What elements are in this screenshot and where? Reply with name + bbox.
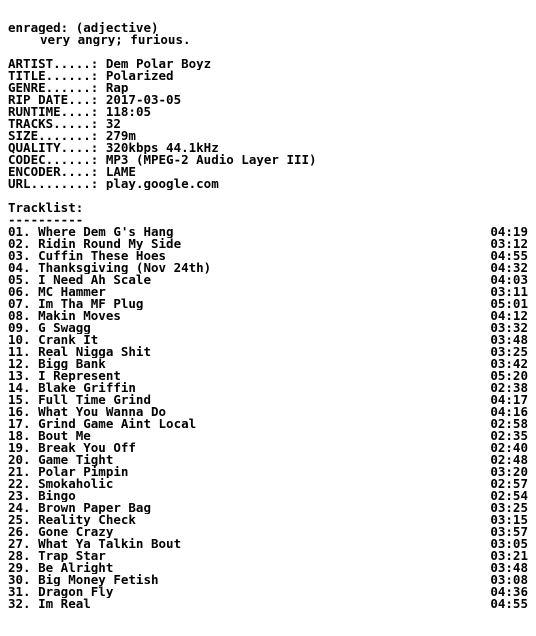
track-row (8, 562, 528, 574)
track-row (8, 334, 528, 346)
track-row (8, 550, 528, 562)
info-value: Dem Polar Boyz (105, 58, 212, 70)
track-title: 22. Smokaholic (8, 478, 114, 490)
track-duration: 04:32 (490, 262, 528, 274)
track-row (8, 574, 528, 586)
track-title: 27. What Ya Talkin Bout (8, 538, 182, 550)
track-duration: 04:19 (490, 226, 528, 238)
track-title: 26. Gone Crazy (8, 526, 114, 538)
tracklist-heading: Tracklist: (8, 202, 84, 214)
track-duration: 03:57 (490, 526, 528, 538)
track-row (8, 586, 528, 598)
info-value: 32 (105, 118, 121, 130)
track-row (8, 274, 528, 286)
track-row (8, 490, 528, 502)
info-value: 118:05 (105, 106, 151, 118)
track-duration: 03:48 (490, 562, 528, 574)
tracklist-rule: ---------- (8, 214, 84, 226)
track-title: 06. MC Hammer (8, 286, 106, 298)
track-title: 08. Makin Moves (8, 310, 121, 322)
track-title: 28. Trap Star (8, 550, 106, 562)
track-title: 03. Cuffin These Hoes (8, 250, 167, 262)
info-row (8, 82, 528, 94)
info-label: ENCODER....: (8, 166, 99, 178)
track-title: 17. Grind Game Aint Local (8, 418, 197, 430)
info-label: RUNTIME....: (8, 106, 99, 118)
track-row (8, 598, 528, 610)
track-duration: 03:25 (490, 346, 528, 358)
tracklist (8, 226, 528, 610)
spacer (8, 46, 528, 58)
info-row (8, 94, 528, 106)
track-row (8, 298, 528, 310)
info-label: RIP DATE...: (8, 94, 99, 106)
track-row (8, 382, 528, 394)
track-row (8, 262, 528, 274)
track-title: 14. Blake Griffin (8, 382, 136, 394)
track-title: 05. I Need Ah Scale (8, 274, 151, 286)
track-title: 10. Crank It (8, 334, 99, 346)
spacer (8, 190, 528, 202)
info-row (8, 166, 528, 178)
info-value: MP3 (MPEG-2 Audio Layer III) (105, 154, 317, 166)
track-duration: 03:21 (490, 550, 528, 562)
track-title: 02. Ridin Round My Side (8, 238, 182, 250)
definition-meaning: very angry; furious. (40, 34, 191, 46)
track-duration: 03:25 (490, 502, 528, 514)
track-row (8, 514, 528, 526)
track-duration: 05:20 (490, 370, 528, 382)
track-row (8, 226, 528, 238)
track-title: 25. Reality Check (8, 514, 136, 526)
track-row (8, 502, 528, 514)
track-duration: 02:54 (490, 490, 528, 502)
track-title: 16. What You Wanna Do (8, 406, 167, 418)
nfo-document (8, 22, 528, 610)
track-title: 11. Real Nigga Shit (8, 346, 151, 358)
track-title: 32. Im Real (8, 598, 91, 610)
info-value: 320kbps 44.1kHz (105, 142, 219, 154)
info-value: 279m (105, 130, 136, 142)
track-duration: 03:32 (490, 322, 528, 334)
info-value: Rap (105, 82, 129, 94)
track-duration: 03:15 (490, 514, 528, 526)
track-title: 30. Big Money Fetish (8, 574, 159, 586)
info-row (8, 70, 528, 82)
info-value: LAME (105, 166, 136, 178)
track-title: 20. Game Tight (8, 454, 114, 466)
track-title: 21. Polar Pimpin (8, 466, 129, 478)
track-duration: 03:05 (490, 538, 528, 550)
info-row (8, 118, 528, 130)
track-duration: 02:58 (490, 418, 528, 430)
track-duration: 03:20 (490, 466, 528, 478)
track-duration: 04:17 (490, 394, 528, 406)
track-row (8, 394, 528, 406)
track-duration: 03:11 (490, 286, 528, 298)
track-row (8, 430, 528, 442)
track-row (8, 454, 528, 466)
track-duration: 04:36 (490, 586, 528, 598)
info-label: TRACKS.....: (8, 118, 99, 130)
release-info (8, 58, 528, 190)
track-duration: 05:01 (490, 298, 528, 310)
track-title: 19. Break You Off (8, 442, 136, 454)
track-title: 18. Bout Me (8, 430, 91, 442)
track-title: 07. Im Tha MF Plug (8, 298, 144, 310)
track-row (8, 346, 528, 358)
track-title: 13. I Represent (8, 370, 121, 382)
track-row (8, 478, 528, 490)
track-duration: 04:03 (490, 274, 528, 286)
track-title: 15. Full Time Grind (8, 394, 151, 406)
info-label: QUALITY....: (8, 142, 99, 154)
track-title: 12. Bigg Bank (8, 358, 106, 370)
track-title: 01. Where Dem G's Hang (8, 226, 174, 238)
track-duration: 02:40 (490, 442, 528, 454)
track-row (8, 370, 528, 382)
track-duration: 04:16 (490, 406, 528, 418)
info-label: SIZE.......: (8, 130, 99, 142)
track-duration: 02:57 (490, 478, 528, 490)
definition-headword: enraged: (adjective) (8, 22, 159, 34)
track-duration: 03:42 (490, 358, 528, 370)
info-label: TITLE......: (8, 70, 99, 82)
track-row (8, 250, 528, 262)
track-duration: 02:48 (490, 454, 528, 466)
track-duration: 02:35 (490, 430, 528, 442)
info-row (8, 58, 528, 70)
track-duration: 03:12 (490, 238, 528, 250)
track-row (8, 238, 528, 250)
track-row (8, 406, 528, 418)
track-row (8, 418, 528, 430)
info-value: play.google.com (105, 178, 219, 190)
track-duration: 04:55 (490, 598, 528, 610)
track-duration: 02:38 (490, 382, 528, 394)
track-duration: 03:08 (490, 574, 528, 586)
track-duration: 04:12 (490, 310, 528, 322)
track-row (8, 286, 528, 298)
track-row (8, 358, 528, 370)
track-title: 23. Bingo (8, 490, 76, 502)
track-row (8, 310, 528, 322)
info-value: 2017-03-05 (105, 94, 182, 106)
info-value: Polarized (105, 70, 174, 82)
info-row (8, 130, 528, 142)
info-label: ARTIST.....: (8, 58, 99, 70)
track-title: 24. Brown Paper Bag (8, 502, 151, 514)
track-title: 04. Thanksgiving (Nov 24th) (8, 262, 212, 274)
info-label: CODEC......: (8, 154, 99, 166)
info-row (8, 142, 528, 154)
info-row (8, 178, 528, 190)
track-row (8, 442, 528, 454)
info-row (8, 154, 528, 166)
track-duration: 03:48 (490, 334, 528, 346)
track-row (8, 526, 528, 538)
info-label: URL........: (8, 178, 99, 190)
track-row (8, 466, 528, 478)
track-title: 29. Be Alright (8, 562, 114, 574)
info-label: GENRE......: (8, 82, 99, 94)
track-title: 09. G Swagg (8, 322, 91, 334)
track-duration: 04:55 (490, 250, 528, 262)
info-row (8, 106, 528, 118)
track-row (8, 538, 528, 550)
track-row (8, 322, 528, 334)
track-title: 31. Dragon Fly (8, 586, 114, 598)
